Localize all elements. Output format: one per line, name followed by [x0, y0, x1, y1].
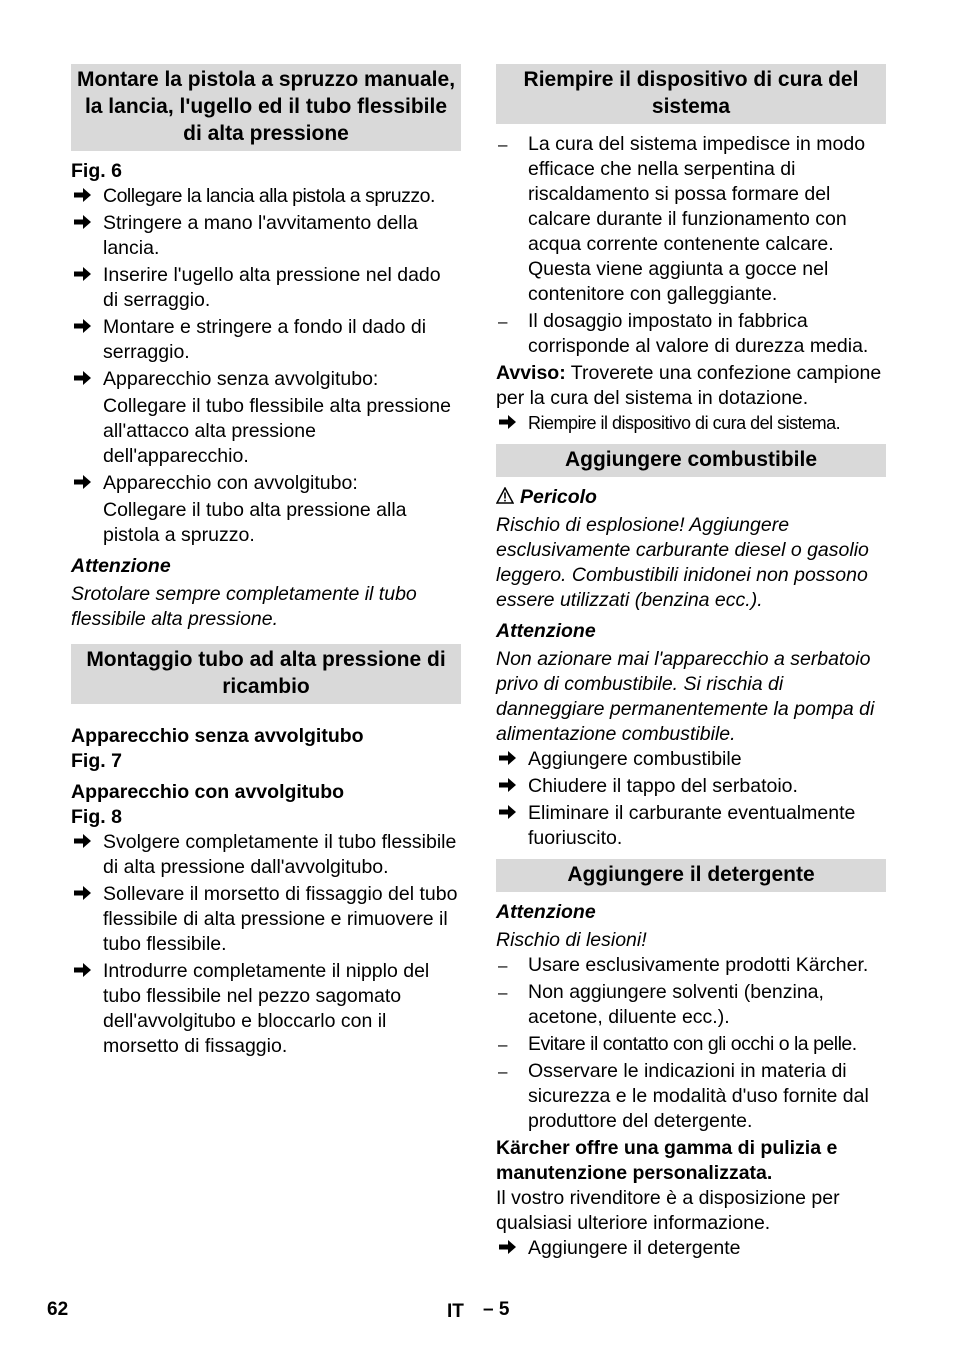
fig-6-label: Fig. 6	[71, 160, 122, 182]
section-heading-add-detergent: Aggiungere il detergente	[496, 859, 886, 892]
section-heading-replacement-hose: Montaggio tubo ad alta pressione di ricambio	[71, 644, 461, 704]
dealer-text: Il vostro rivenditore è a disposizione per qualsiasi ulteriore informazione.	[496, 1187, 840, 1234]
dash-bullet: –	[498, 1035, 508, 1054]
arrow-right-icon	[498, 801, 522, 826]
step-item: Stringere a mano l'avvitamento della lancia.	[71, 211, 461, 261]
step-continuation: Collegare il tubo flessibile alta pressione all'attacco alta pressione dell'apparecchio.	[103, 395, 451, 467]
dash-bullet: –	[498, 983, 508, 1002]
language-code: IT	[447, 1301, 464, 1322]
fig-7-label: Fig. 7	[71, 750, 122, 772]
attention-label: Attenzione	[496, 620, 596, 642]
dash-item: – Il dosaggio impostato in fabbrica corrisponde al valore di durezza media.	[498, 310, 869, 357]
arrow-right-icon	[498, 411, 522, 436]
danger-label: Pericolo	[496, 485, 886, 510]
attention-text: Srotolare sempre completamente il tubo flessibile alta pressione.	[71, 583, 417, 630]
step-item: Aggiungere combustibile	[496, 747, 886, 772]
attention-label: Attenzione	[71, 555, 171, 577]
fig-8-label: Fig. 8	[71, 806, 122, 828]
subheading-without-reel: Apparecchio senza avvolgitubo	[71, 725, 364, 747]
arrow-right-icon	[73, 315, 97, 340]
section-heading-add-fuel: Aggiungere combustibile	[496, 444, 886, 477]
notice-label: Avviso:	[496, 362, 566, 384]
attention-text: Non azionare mai l'apparecchio a serbatoio privo di combustibile. Si rischia di danneggiare permanentemente la pompa di alimentazione combustibile.	[496, 648, 875, 745]
karcher-offer: Kärcher offre una gamma di pulizia e manutenzione personalizzata.	[496, 1137, 838, 1184]
arrow-right-icon	[73, 882, 97, 907]
right-column	[496, 64, 886, 1263]
arrow-right-icon	[73, 211, 97, 236]
dash-item: – Usare esclusivamente prodotti Kärcher.	[498, 954, 869, 976]
step-item: Sollevare il morsetto di fissaggio del tubo flessibile di alta pressione e rimuovere il tubo flessibile.	[71, 882, 461, 957]
step-item: Montare e stringere a fondo il dado di serraggio.	[71, 315, 461, 365]
arrow-right-icon	[498, 1236, 522, 1261]
dash-bullet: –	[498, 312, 508, 331]
arrow-right-icon	[73, 830, 97, 855]
dash-bullet: –	[498, 135, 508, 154]
step-item: Inserire l'ugello alta pressione nel dado di serraggio.	[71, 263, 461, 313]
step-item: Svolgere completamente il tubo flessibile di alta pressione dall'avvolgitubo.	[71, 830, 461, 880]
step-item: Apparecchio senza avvolgitubo:	[71, 367, 461, 392]
dash-item: – Evitare il contatto con gli occhi o la pelle.	[498, 1033, 857, 1055]
page-number: 62	[47, 1299, 69, 1320]
step-item: Riempire il dispositivo di cura del sistema.	[496, 411, 886, 436]
arrow-right-icon	[73, 471, 97, 496]
arrow-right-icon	[73, 263, 97, 288]
arrow-right-icon	[73, 184, 97, 209]
dash-item: – Osservare le indicazioni in materia di sicurezza e le modalità d'uso fornite dal produttore del detergente.	[498, 1060, 869, 1132]
warning-triangle-icon	[496, 487, 514, 504]
dash-item: – Non aggiungere solventi (benzina, acetone, diluente ecc.).	[498, 981, 824, 1028]
step-item: Eliminare il carburante eventualmente fuoriuscito.	[496, 801, 886, 851]
arrow-right-icon	[498, 774, 522, 799]
dash-bullet: –	[498, 956, 508, 975]
step-item: Aggiungere il detergente	[496, 1236, 886, 1261]
step-item: Apparecchio con avvolgitubo:	[71, 471, 461, 496]
dash-item: – La cura del sistema impedisce in modo efficace che nella serpentina di riscaldamento si possa formare del calcare durante il funzionamento con acqua corrente contenente calcare. Questa viene aggiunta a gocce nel contenitore con galleggiante.	[498, 133, 866, 305]
attention-label: Attenzione	[496, 901, 596, 923]
subheading-with-reel: Apparecchio con avvolgitubo	[71, 781, 345, 803]
section-heading-mount-gun: Montare la pistola a spruzzo manuale, la lancia, l'ugello ed il tubo flessibile di alta pressione	[71, 64, 461, 151]
step-continuation: Collegare il tubo alta pressione alla pistola a spruzzo.	[103, 499, 407, 546]
attention-text: Rischio di lesioni!	[496, 929, 647, 951]
section-heading-system-care: Riempire il dispositivo di cura del sistema	[496, 64, 886, 124]
arrow-right-icon	[498, 747, 522, 772]
arrow-right-icon	[73, 367, 97, 392]
left-column	[71, 64, 461, 1061]
step-item: Introdurre completamente il nipplo del tubo flessibile nel pezzo sagomato dell'avvolgitubo e bloccarlo con il morsetto di fissaggio.	[71, 959, 461, 1059]
section-page: – 5	[483, 1299, 510, 1320]
dash-bullet: –	[498, 1062, 508, 1081]
arrow-right-icon	[73, 959, 97, 984]
danger-text: Rischio di esplosione! Aggiungere esclusivamente carburante diesel o gasolio leggero. Combustibili inidonei non possono essere utilizzati (benzina ecc.).	[496, 514, 869, 611]
notice-paragraph: Avviso: Troverete una confezione campione per la cura del sistema in dotazione.	[496, 362, 882, 409]
step-item: Collegare la lancia alla pistola a spruzzo.	[71, 184, 461, 209]
step-item: Chiudere il tappo del serbatoio.	[496, 774, 886, 799]
